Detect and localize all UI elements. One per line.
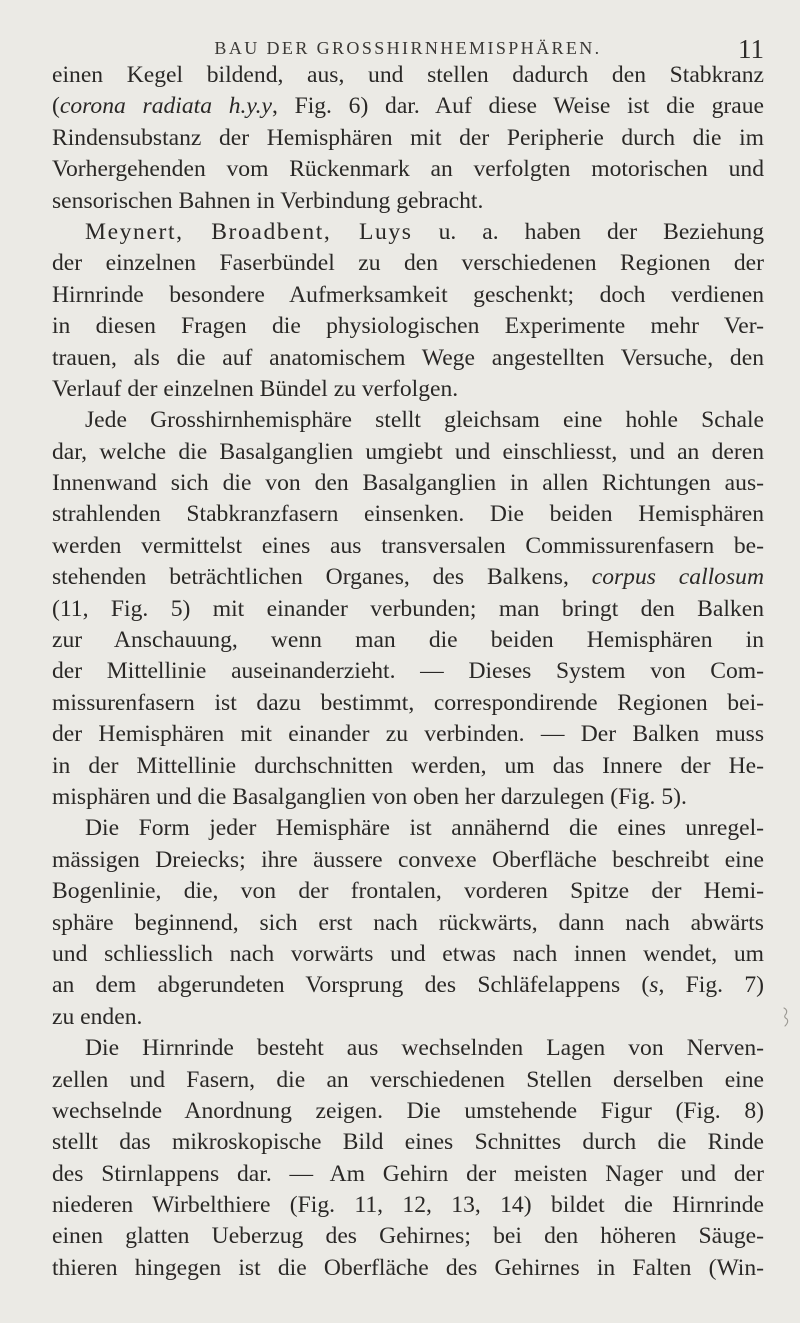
text-line: der Hemisphären mit einander zu verbinden. — Der Balken muss	[52, 721, 764, 748]
text-line: und schliesslich nach vorwärts und etwas nach innen wendet, um	[52, 940, 764, 967]
text-line: (11, Fig. 5) mit einander verbunden; man bringt den Balken	[52, 595, 764, 622]
text-line: strahlenden Stabkranzfasern einsenken. Die beiden Hemisphären	[52, 501, 764, 528]
text-line	[52, 562, 764, 593]
text-line: stellt das mikroskopische Bild eines Schnittes durch die Rinde	[52, 1129, 764, 1156]
text-line: der Mittellinie auseinanderzieht. — Dieses System von Com-	[52, 658, 764, 685]
text-run: (	[52, 93, 60, 120]
text-line: in der Mittellinie durchschnitten werden, um das Innere der He-	[52, 752, 764, 779]
text-line: zur Anschauung, wenn man die beiden Hemisphären in	[52, 627, 764, 654]
text-line: missurenfasern ist dazu bestimmt, correspondirende Regionen bei-	[52, 689, 764, 716]
text-line: Die Form jeder Hemisphäre ist annähernd die eines unregel-	[85, 815, 764, 842]
text-line: Die Hirnrinde besteht aus wechselnden Lagen von Nerven-	[85, 1035, 764, 1062]
text-line: dar, welche die Basalganglien umgiebt und einschliesst, und an deren	[52, 438, 764, 465]
italic-term: corpus callosum	[591, 564, 764, 591]
text-line: Rindensubstanz der Hemisphären mit der Peripherie durch die im	[52, 124, 764, 151]
text-line: einen glatten Ueberzug des Gehirnes; bei den höheren Säuge-	[52, 1223, 764, 1250]
text-run: , Fig. 6) dar. Auf diese Weise ist die graue	[271, 93, 765, 120]
text-line: Hirnrinde besondere Aufmerksamkeit geschenkt; doch verdienen	[52, 281, 764, 308]
text-line: werden vermittelst eines aus transversalen Commissurenfasern be-	[52, 532, 764, 559]
author-names: Meynert, Broadbent, Luys	[85, 218, 413, 245]
running-title: BAU DER GROSSHIRNHEMISPHÄREN.	[214, 38, 602, 58]
text-line: thieren hingegen ist die Oberfläche des Gehirnes in Falten (Win-	[52, 1254, 764, 1281]
text-line: niederen Wirbelthiere (Fig. 11, 12, 13, 14) bildet die Hirnrinde	[52, 1192, 764, 1219]
body-text	[52, 60, 764, 1284]
text-run: u. a. haben der Beziehung	[412, 218, 764, 245]
text-line: Bogenlinie, die, von der frontalen, vorderen Spitze der Hemi-	[52, 878, 764, 905]
text-line: sphäre beginnend, sich erst nach rückwärts, dann nach abwärts	[52, 909, 764, 936]
text-line: wechselnde Anordnung zeigen. Die umstehende Figur (Fig. 8)	[52, 1097, 764, 1124]
text-line: Innenwand sich die von den Basalganglien in allen Richtungen aus-	[52, 470, 764, 497]
text-line	[52, 970, 764, 1001]
text-line	[52, 217, 764, 248]
page-number: 11	[738, 34, 764, 64]
italic-term: s	[649, 972, 659, 999]
italic-term: corona radiata h.y.y	[59, 93, 272, 120]
text-run: , Fig. 7)	[658, 972, 764, 999]
text-line: Verlauf der einzelnen Bündel zu verfolgen.	[52, 375, 459, 402]
text-line: zu enden.	[52, 1003, 143, 1030]
text-line: Vorhergehenden vom Rückenmark an verfolgten motorischen und	[52, 156, 764, 183]
text-line: zellen und Fasern, die an verschiedenen Stellen derselben eine	[52, 1066, 764, 1093]
text-line: des Stirnlappens dar. — Am Gehirn der meisten Nager und der	[52, 1160, 764, 1187]
text-line: in diesen Fragen die physiologischen Experimente mehr Ver-	[52, 313, 764, 340]
text-line: sensorischen Bahnen in Verbindung gebracht.	[52, 187, 484, 214]
text-run: an dem abgerundeten Vorsprung des Schläfelappens (	[52, 972, 650, 999]
text-line: der einzelnen Faserbündel zu den verschiedenen Regionen der	[52, 250, 764, 277]
text-line: Jede Grosshirnhemisphäre stellt gleichsam eine hohle Schale	[85, 407, 764, 434]
margin-pencil-mark	[781, 1006, 791, 1028]
text-line	[52, 91, 764, 122]
text-line: einen Kegel bildend, aus, und stellen dadurch den Stabkranz	[52, 62, 764, 88]
text-line: trauen, als die auf anatomischem Wege angestellten Versuche, den	[52, 344, 764, 371]
text-line: misphären und die Basalganglien von oben her darzulegen (Fig. 5).	[52, 783, 687, 810]
text-run: stehenden beträchtlichen Organes, des Balkens,	[52, 564, 592, 591]
text-line: mässigen Dreiecks; ihre äussere convexe Oberfläche beschreibt eine	[52, 846, 764, 873]
